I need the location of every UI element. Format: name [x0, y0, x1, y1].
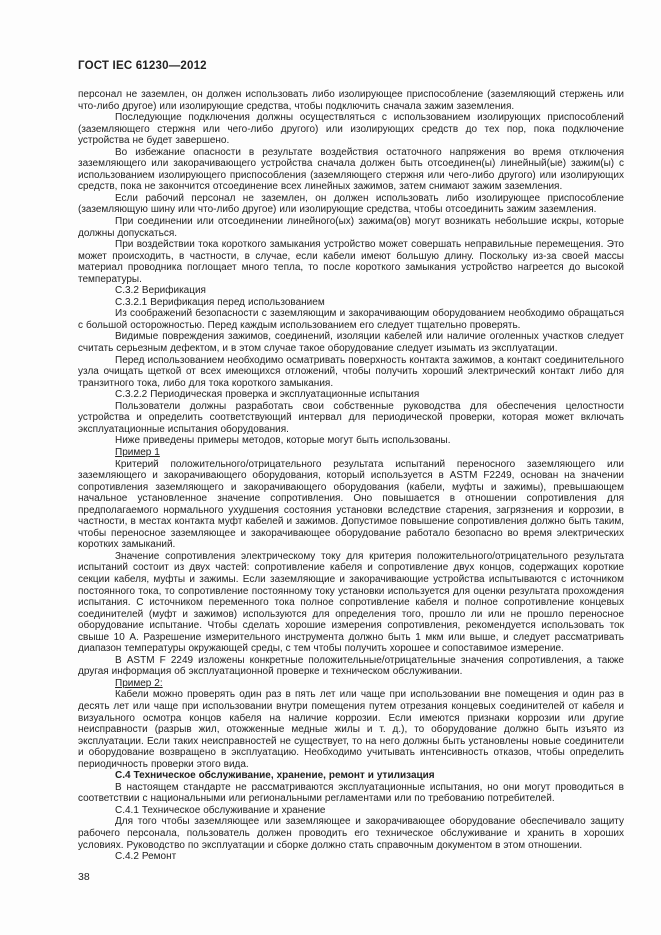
- example-label-text: Пример 1: [115, 446, 160, 458]
- paragraph: Если рабочий персонал не заземлен, он должен использовать либо изолирующее приспособление (заземляющую шину или что-либо другое) или изолирующие средства, чтобы отсоединить зажим заземления.: [78, 192, 624, 216]
- paragraph: Последующие подключения должны осуществляться с использованием изолирующих приспособлений (заземляющего стержня или чего-либо другого) или изолирующих средств до тех пор, пока подключение устройства не будет завершено.: [78, 112, 624, 147]
- page-number: 38: [78, 870, 90, 883]
- paragraph: При воздействии тока короткого замыкания устройство может совершать неправильные перемещения. Это может происходить, в частности, в случае, если кабели имеют большую длину. Поскольку из-за своей массы материал проводника поглощает много тепла, то после короткого замыкания устройство нагреется до высокой температуры.: [78, 239, 624, 285]
- paragraph: Во избежание опасности в результате воздействия остаточного напряжения во время отключения заземляющего или закорачивающего устройства сначала должен быть отсоединен(ы) линейный(ые) зажим(ы) с использованием изолирующего приспособления (заземляющего стержня или чего-либо другого) или изолирующих средств, пока не закончится отсоединение всех линейных зажимов, затем снимают зажим заземления.: [78, 146, 624, 193]
- paragraph: персонал не заземлен, он должен использовать либо изолирующее приспособление (заземляющий стержень или что-либо другое) или изолирующие средства, чтобы подключить сначала зажим заземления.: [78, 89, 624, 112]
- section-heading: С.4.2 Ремонт: [115, 851, 177, 863]
- paragraph: В ASTM F 2249 изложены конкретные положительные/отрицательные значения сопротивления, а также другая информация об эксплуатационной проверке и техническом обслуживании.: [78, 654, 624, 678]
- paragraph: Пользователи должны разработать свои собственные руководства для обеспечения целостности устройства и определить соответствующий интервал для периодической проверки, которая может включать эксплуатационные испытания оборудования.: [78, 400, 624, 435]
- paragraph: Из соображений безопасности с заземляющим и закорачивающим оборудованием необходимо обращаться с большой осторожностью. Перед каждым использованием его следует тщательно проверять.: [78, 308, 624, 331]
- example-label-text: Пример 2:: [115, 677, 163, 689]
- example-label: [78, 678, 624, 690]
- paragraph: Видимые повреждения зажимов, соединений, изоляции кабелей или наличие оголенных участков следует считать серьезным дефектом, и в этом случае такое оборудование следует изымать из эксплуатации.: [78, 331, 624, 355]
- paragraph: Значение сопротивления электрическому току для критерия положительного/отрицательного результата испытаний состоит из двух частей: сопротивление кабеля и сопротивление двух концов, содержащих короткие секции кабеля, муфты и зажимы. Если заземляющие и закорачивающие устройства испытываются с источником постоянного тока, то сопротивление постоянному току установки используется для оценки результата прохождения испытания. С источником переменного тока полное сопротивление кабеля и полное сопротивление концевых соединителей (муфт и зажимов) используются для определения того, прошло ли или не прошло переносное оборудование испытание. Чтобы сделать хорошие измерения сопротивления, рекомендуется использовать ток свыше 10 А. Разрешение измерительного инструмента должно быть 1 мкм или выше, и следует рассматривать диапазон температуры окружающей среды, с тем чтобы получить хорошее и сопоставимое измерение.: [78, 550, 624, 655]
- page-content: [78, 60, 624, 883]
- paragraph: Ниже приведены примеры методов, которые могут быть использованы.: [115, 435, 451, 447]
- paragraph: Кабели можно проверять один раз в пять лет или чаще при использовании вне помещения и один раз в десять лет или чаще при использовании внутри помещения путем отрезания концевых соединителей от кабеля и визуального осмотра концов кабеля на наличие коррозии. Если имеются признаки коррозии или другие неисправности (разрыв жил, отожженные медные жилы и т. д.), то оборудование должно быть изъято из эксплуатации. Если таких неисправностей не существует, то на него должны быть установлены новые соединители и оборудование возвращено в эксплуатацию. Необходимо учитывать интенсивность отказов, чтобы определить периодичность проверки этого вида.: [78, 689, 624, 770]
- section-heading: С.4.1 Техническое обслуживание и хранение: [115, 804, 326, 816]
- paragraph: Перед использованием необходимо осматривать поверхность контакта зажимов, а контакт соединительного узла очищать щеткой от всех имеющихся отложений, чтобы получить хороший электрический контакт либо для транзитного тока, либо для тока короткого замыкания.: [78, 354, 624, 389]
- example-label: [78, 447, 624, 459]
- paragraph: Для того чтобы заземляющее или заземляющее и закорачивающее оборудование обеспечивало защиту рабочего персонала, пользователь должен проводить его техническое обслуживание и хранить в хороших условиях. Руководство по эксплуатации и сборке должно стать справочным документом в этом отношении.: [78, 816, 624, 851]
- section-heading: С.3.2 Верификация: [115, 285, 206, 297]
- section-heading: С.3.2.2 Периодическая проверка и эксплуатационные испытания: [115, 389, 420, 401]
- paragraph: При соединении или отсоединении линейного(ых) зажима(ов) могут возникать небольшие искры, которые должны допускаться.: [78, 216, 624, 239]
- section-heading: С.3.2.1 Верификация перед использованием: [115, 296, 325, 308]
- paragraph: В настоящем стандарте не рассматриваются эксплуатационные испытания, но они могут проводиться в соответствии с национальными или региональными регламентами или по требованию потребителей.: [78, 781, 624, 805]
- document-header: ГОСТ IEC 61230—2012: [78, 60, 207, 72]
- section-heading: С.4 Техническое обслуживание, хранение, ремонт и утилизация: [115, 770, 435, 782]
- paragraph: Критерий положительного/отрицательного результата испытаний переносного заземляющего или заземляющего и закорачивающего оборудования, который используется в ASTM F2249, основан на значении сопротивления заземляющего и закорачивающего оборудования (кабели, муфты и зажимы), превышающем начальное установленное значение сопротивления. Оно повышается в отношении сопротивления для предполагаемого нормального ухудшения состояния установки вследствие старения, загрязнения и коррозии, в частности, в местах контакта муфт кабелей и зажимов. Допустимое повышение сопротивления должно быть таким, чтобы переносное заземляющее и закорачивающее оборудование работало безопасно во время электрических коротких замыканий.: [78, 458, 624, 551]
- document-body: [78, 89, 624, 863]
